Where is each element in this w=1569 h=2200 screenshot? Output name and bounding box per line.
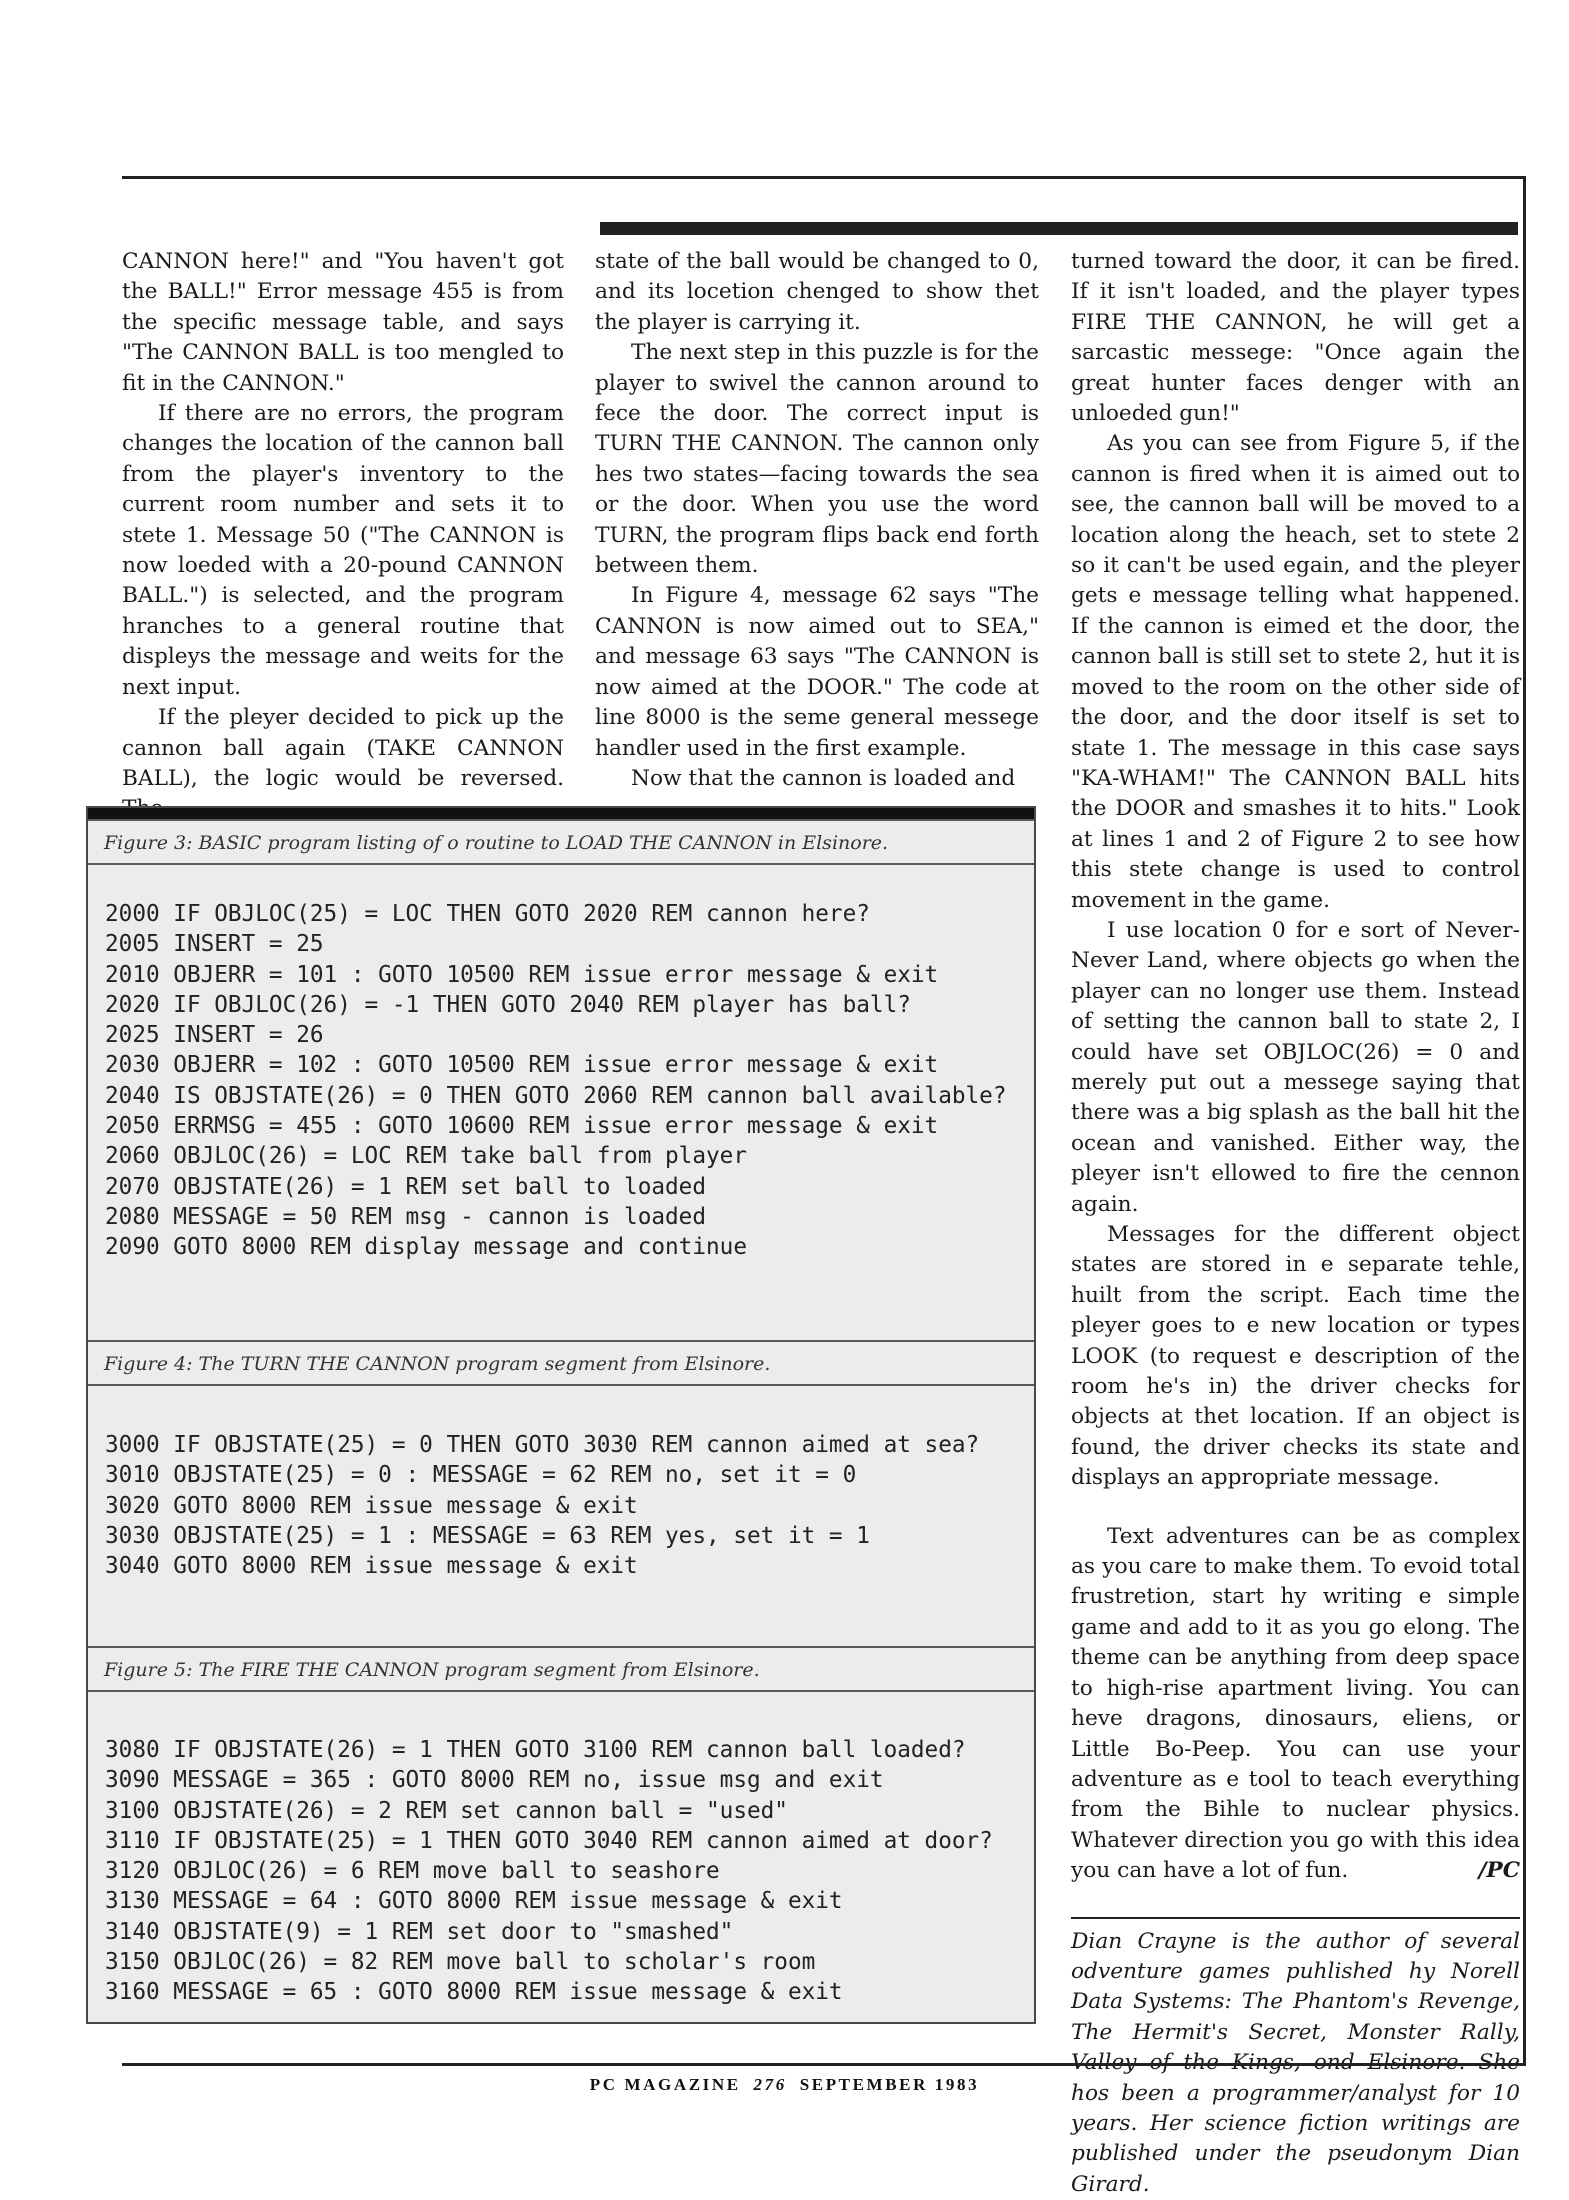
code-line: 2060 OBJLOC(26) = LOC REM take ball from player	[105, 1143, 747, 1170]
code-line: 3030 OBJSTATE(25) = 1 : MESSAGE = 63 REM yes, set it = 1	[105, 1522, 870, 1549]
code-line: 2000 IF OBJLOC(25) = LOC THEN GOTO 2020 REM cannon here?	[105, 901, 870, 927]
text-column-2	[595, 247, 1039, 794]
paragraph: turned toward the door, it can be fired. If it isn't loaded, and the player types FIRE THE CANNON, he will get a sarcastic messege: "Once again the great hunter faces denger with an unloeded gun!"	[1071, 249, 1520, 427]
code-line: 3120 OBJLOC(26) = 6 REM move ball to seashore	[105, 1858, 720, 1885]
code-line: 3100 OBJSTATE(26) = 2 REM set cannon ball = "used"	[105, 1797, 788, 1824]
code-line: 2010 OBJERR = 101 : GOTO 10500 REM issue error message & exit	[105, 961, 939, 988]
section-gap	[1071, 1494, 1520, 1522]
code-line: 3000 IF OBJSTATE(25) = 0 THEN GOTO 3030 REM cannon aimed at sea?	[105, 1432, 980, 1458]
paragraph: state of the ball would be changed to 0, and its locetion chenged to show thet the player is carrying it.	[595, 249, 1039, 335]
paragraph: I use location 0 for e sort of Never-Never Land, where objects go when the player can no longer use them. Instead of setting the cannon ball to state 2, I could have set OBJLOC(26) = 0 and merely put out a messege saying that there was a big splash as the ball hit the ocean and vanished. Either way, the pleyer isn't ellowed to fire the cennon again.	[1071, 917, 1520, 1217]
listings-top-bar	[88, 808, 1034, 819]
code-line: 3160 MESSAGE = 65 : GOTO 8000 REM issue message & exit	[105, 1979, 843, 2006]
footer-magazine: PC MAGAZINE	[589, 2075, 741, 2094]
bottom-rule	[122, 2063, 1526, 2066]
code-line: 3110 IF OBJSTATE(25) = 1 THEN GOTO 3040 REM cannon aimed at door?	[105, 1827, 993, 1854]
signoff: /PC	[1478, 1858, 1520, 1884]
figure-4-caption: Figure 4: The TURN THE CANNON program segment from Elsinore.	[88, 1340, 1034, 1386]
paragraph: If the pleyer decided to pick up the cannon ball again (TAKE CANNON BALL), the logic would be reversed.	[122, 705, 564, 791]
footer-page-number: 276	[753, 2075, 787, 2094]
author-bio: Dian Crayne is the author of several odventure games puhlished hy Norell Data Systems: The Phantom's Revenge, The Hermit's Secret, Monster Rally, hos been a programmer/analyst for 10 years. Her science fiction writings are published under the pseudonym Dian Girard.	[1071, 1928, 1520, 2197]
text-column-3	[1071, 247, 1520, 2200]
paragraph: The next step in this puzzle is for the player to swivel the cannon around to fece the door. The correct input is TURN THE CANNON. The cannon only hes two states—facing towards the sea or the door. When you use the word TURN, the program flips back end forth between them.	[595, 340, 1039, 579]
code-line: 2050 ERRMSG = 455 : GOTO 10600 REM issue error message & exit	[105, 1113, 939, 1140]
code-line: 2025 INSERT = 26	[105, 1022, 324, 1049]
code-line: 2070 OBJSTATE(26) = 1 REM set ball to loaded	[105, 1173, 706, 1200]
code-line: 3090 MESSAGE = 365 : GOTO 8000 REM no, issue msg and exit	[105, 1767, 884, 1794]
paragraph: In Figure 4, message 62 says "The CANNON is now aimed out to SEA," and message 63 says "The CANNON is now aimed at the DOOR." The code at line 8000 is the seme general messege handler used in the first example.	[595, 583, 1039, 761]
footer-date: SEPTEMBER 1983	[799, 2075, 980, 2094]
figure-3-caption: Figure 3: BASIC program listing of o routine to LOAD THE CANNON in Elsinore.	[88, 819, 1034, 865]
paragraph: If there are no errors, the program changes the location of the cannon ball from the player's inventory to the current room number and sets it to stete 1. Message 50 ("The CANNON is now loeded with a 20-pound CANNON BALL.") is selected, and the program hranches to a general routine that displeys the message and weits for the next input.	[122, 401, 564, 700]
paragraph: As you can see from Figure 5, if the cannon is fired when it is aimed out to see, the cannon ball will be moved to a location along the heach, set to stete 2 so it can't be used egain, and the pleyer gets e message telling what happened. If the cannon is eimed et the door, the cannon ball is still set to stete 2, hut it is moved to the room on the other side of the door, and the door itself is set to state 1. The message in this case says "KA-WHAM!" The CANNON BALL hits the DOOR and smashes it to hits." Look at lines 1 and 2 of Figure 2 to see how this stete change is used to control movement in the game.	[1071, 431, 1520, 913]
figure-5-code	[105, 1735, 1025, 2008]
closing-text: Text adventures can be as complex as you care to make them. To evoid total frustretion, start hy writing e simple game and add to it as you go elong. The theme can be anything from deep space to high-rise apartment living. You can heve dragons, dinosaurs, eliens, or Little Bo-Peep. You can use your adventure as e tool to teach everything from the Bihle to nuclear physics. Whatever direction you go with this idea you can have a lot of fun.	[1071, 1523, 1520, 1884]
code-line: 3040 GOTO 8000 REM issue message & exit	[105, 1553, 638, 1580]
column-header-bar	[600, 222, 1518, 235]
figure-5-caption: Figure 5: The FIRE THE CANNON program segment from Elsinore.	[88, 1646, 1034, 1692]
text-column-1	[122, 247, 564, 825]
program-listings-box	[86, 806, 1036, 2024]
code-line: 3020 GOTO 8000 REM issue message & exit	[105, 1492, 638, 1519]
figure-4-code	[105, 1430, 1025, 1581]
code-line: 2080 MESSAGE = 50 REM msg - cannon is loaded	[105, 1203, 706, 1230]
page-footer	[0, 2075, 1569, 2095]
paragraph: Messages for the different object states are stored in e separate tehle, huilt from the script. Each time the pleyer goes to e new location or types LOOK (to request e description of the room he's in) the driver checks for objects at thet location. If an object is found, the driver checks its state and displays an appropriate message.	[1071, 1222, 1520, 1491]
code-line: 2030 OBJERR = 102 : GOTO 10500 REM issue error message & exit	[105, 1052, 939, 1079]
paragraph: Now that the cannon is loaded and	[631, 765, 1016, 791]
bio-divider	[1071, 1917, 1520, 1919]
code-line: 2005 INSERT = 25	[105, 931, 324, 958]
code-line: 3150 OBJLOC(26) = 82 REM move ball to scholar's room	[105, 1949, 816, 1976]
code-line: 3010 OBJSTATE(25) = 0 : MESSAGE = 62 REM no, set it = 0	[105, 1462, 857, 1489]
right-rule	[1523, 176, 1526, 2066]
code-line: 3130 MESSAGE = 64 : GOTO 8000 REM issue message & exit	[105, 1888, 843, 1915]
top-rule	[122, 176, 1526, 179]
code-line: 3140 OBJSTATE(9) = 1 REM set door to "smashed"	[105, 1918, 734, 1945]
code-line: 2090 GOTO 8000 REM display message and continue	[105, 1234, 747, 1261]
code-line: 3080 IF OBJSTATE(26) = 1 THEN GOTO 3100 REM cannon ball loaded?	[105, 1737, 966, 1763]
code-line: 2040 IS OBJSTATE(26) = 0 THEN GOTO 2060 REM cannon ball available?	[105, 1082, 1007, 1109]
code-line: 2020 IF OBJLOC(26) = -1 THEN GOTO 2040 REM player has ball?	[105, 991, 911, 1018]
figure-3-code	[105, 899, 1025, 1263]
paragraph: CANNON here!" and "You haven't got the BALL!" Error message 455 is from the specific message table, and says "The CANNON BALL is too mengled to fit in the CANNON."	[122, 249, 564, 396]
closing-paragraph	[1071, 1522, 1520, 1887]
